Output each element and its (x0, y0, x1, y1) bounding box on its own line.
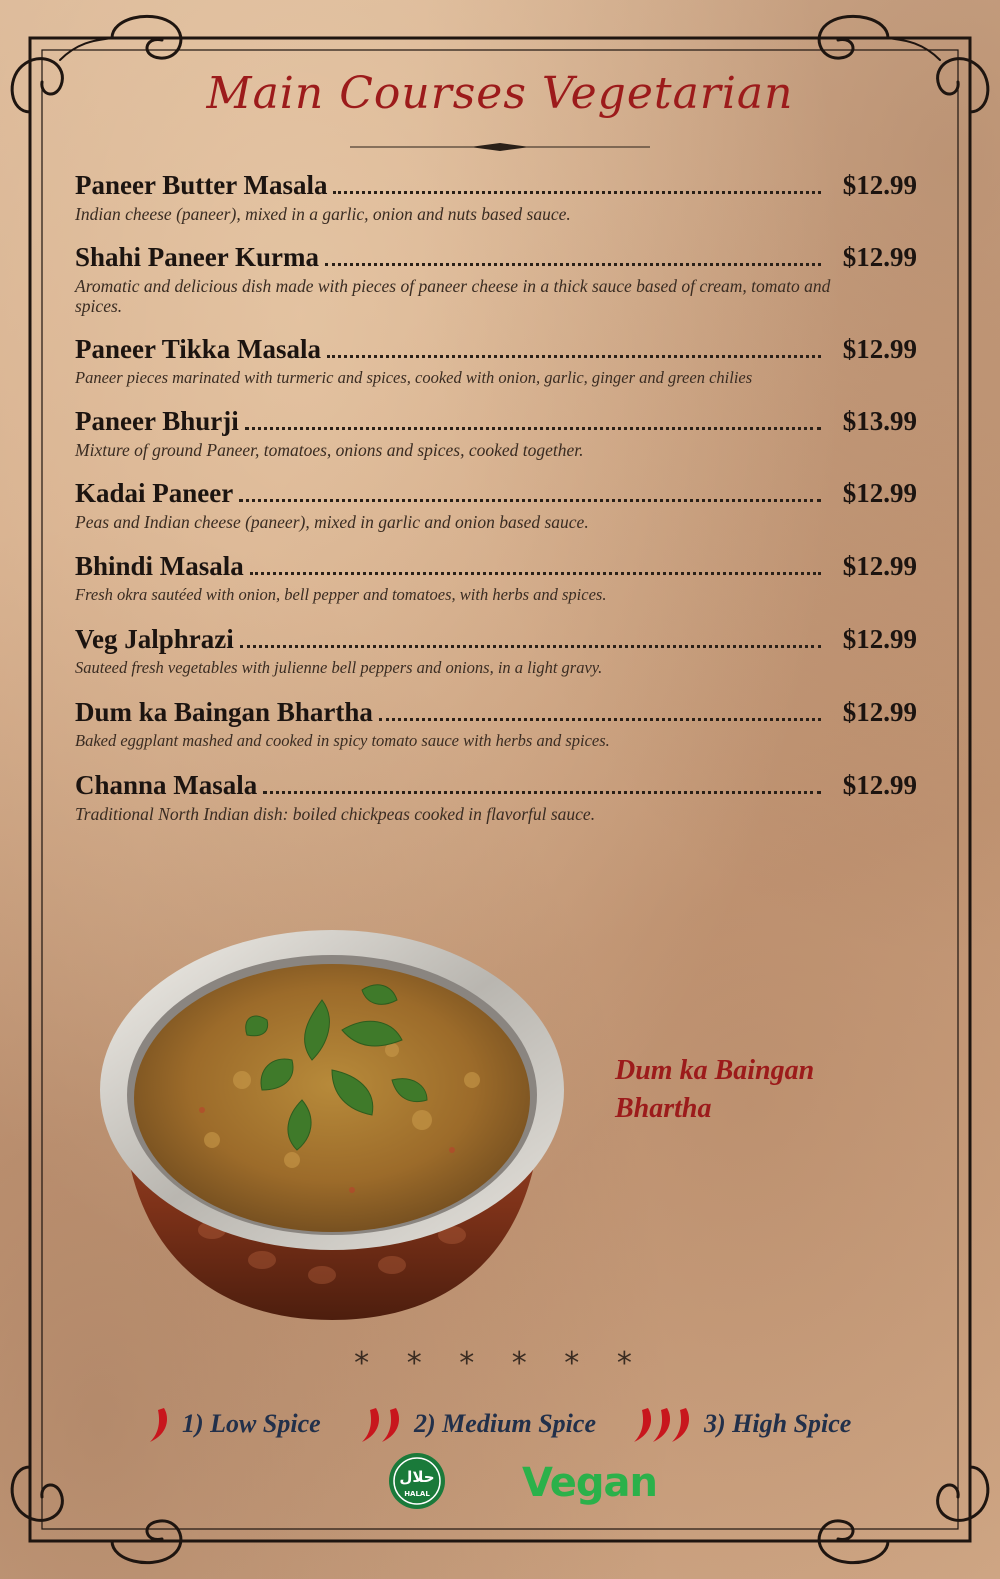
item-price: $13.99 (842, 406, 917, 436)
item-name: Dum ka Baingan Bhartha (75, 697, 373, 727)
menu-item (75, 242, 917, 316)
menu-item (75, 770, 917, 824)
item-description: Traditional North Indian dish: boiled chickpeas cooked in flavorful sauce. (75, 804, 596, 824)
item-description: Baked eggplant mashed and cooked in spicy tomato sauce with herbs and spices. (75, 731, 610, 750)
dot-leader (250, 555, 821, 575)
vegan-badge: Vegan (522, 1460, 657, 1506)
dot-leader (379, 701, 821, 721)
spice-level-low (146, 1402, 321, 1446)
item-description: Paneer pieces marinated with turmeric and spices, cooked with onion, garlic, ginger and green chilies (75, 368, 753, 387)
menu-item (75, 697, 917, 751)
chili-icon (146, 1404, 172, 1444)
dot-leader (333, 174, 821, 194)
item-price: $12.99 (842, 770, 917, 800)
item-description: Aromatic and delicious dish made with pieces of paneer cheese in a thick sauce based of cream, tomato and spices. (75, 276, 831, 316)
item-name: Paneer Bhurji (75, 406, 239, 436)
item-name: Paneer Tikka Masala (75, 334, 322, 364)
item-price: $12.99 (842, 334, 917, 364)
dot-leader (327, 338, 821, 358)
spice-legend (0, 1402, 1000, 1446)
item-description: Sauteed fresh vegetables with julienne bell peppers and onions, in a light gravy. (75, 658, 603, 677)
dot-leader (239, 482, 821, 502)
item-price: $12.99 (842, 697, 917, 727)
menu-item (75, 624, 917, 678)
item-price: $12.99 (842, 624, 917, 654)
spice-label: 1) Low Spice (182, 1409, 321, 1438)
item-description: Mixture of ground Paneer, tomatoes, onions and spices, cooked together. (75, 440, 584, 460)
caption-line: Dum ka Baingan (615, 1055, 815, 1086)
item-description: Indian cheese (paneer), mixed in a garlic, onion and nuts based sauce. (75, 204, 571, 224)
item-name: Kadai Paneer (75, 478, 234, 508)
menu-item (75, 170, 917, 224)
halal-text: HALAL (404, 1490, 430, 1498)
dot-leader (245, 410, 821, 430)
star-divider: * * * * * * (354, 1346, 646, 1381)
caption-line: Bhartha (615, 1093, 712, 1124)
menu-item (75, 334, 917, 388)
dish-caption (615, 1052, 915, 1128)
chili-icon (358, 1404, 404, 1444)
item-name: Veg Jalphrazi (75, 624, 234, 654)
item-description: Fresh okra sautéed with onion, bell pepper and tomatoes, with herbs and spices. (75, 585, 607, 604)
page-title: Main Courses Vegetarian (206, 68, 794, 119)
spice-label: 3) High Spice (704, 1409, 852, 1438)
spice-level-medium (358, 1402, 596, 1446)
item-name: Bhindi Masala (75, 551, 244, 581)
halal-arabic-text: حلال (399, 1468, 435, 1486)
item-price: $12.99 (842, 478, 917, 508)
item-name: Shahi Paneer Kurma (75, 242, 320, 272)
dot-leader (240, 628, 821, 648)
spice-level-high (630, 1402, 851, 1446)
item-price: $12.99 (842, 242, 917, 272)
dish-photo (92, 910, 572, 1330)
menu-item (75, 406, 917, 460)
item-price: $12.99 (842, 551, 917, 581)
item-name: Paneer Butter Masala (75, 170, 328, 200)
halal-badge-icon (388, 1452, 446, 1510)
menu-item (75, 551, 917, 605)
spice-label: 2) Medium Spice (414, 1409, 596, 1438)
dot-leader (325, 246, 821, 266)
chili-icon (630, 1404, 694, 1444)
item-name: Channa Masala (75, 770, 258, 800)
dot-leader (263, 774, 821, 794)
item-price: $12.99 (842, 170, 917, 200)
menu-item (75, 478, 917, 532)
title-divider (350, 142, 650, 152)
item-description: Peas and Indian cheese (paneer), mixed in garlic and onion based sauce. (75, 512, 589, 532)
